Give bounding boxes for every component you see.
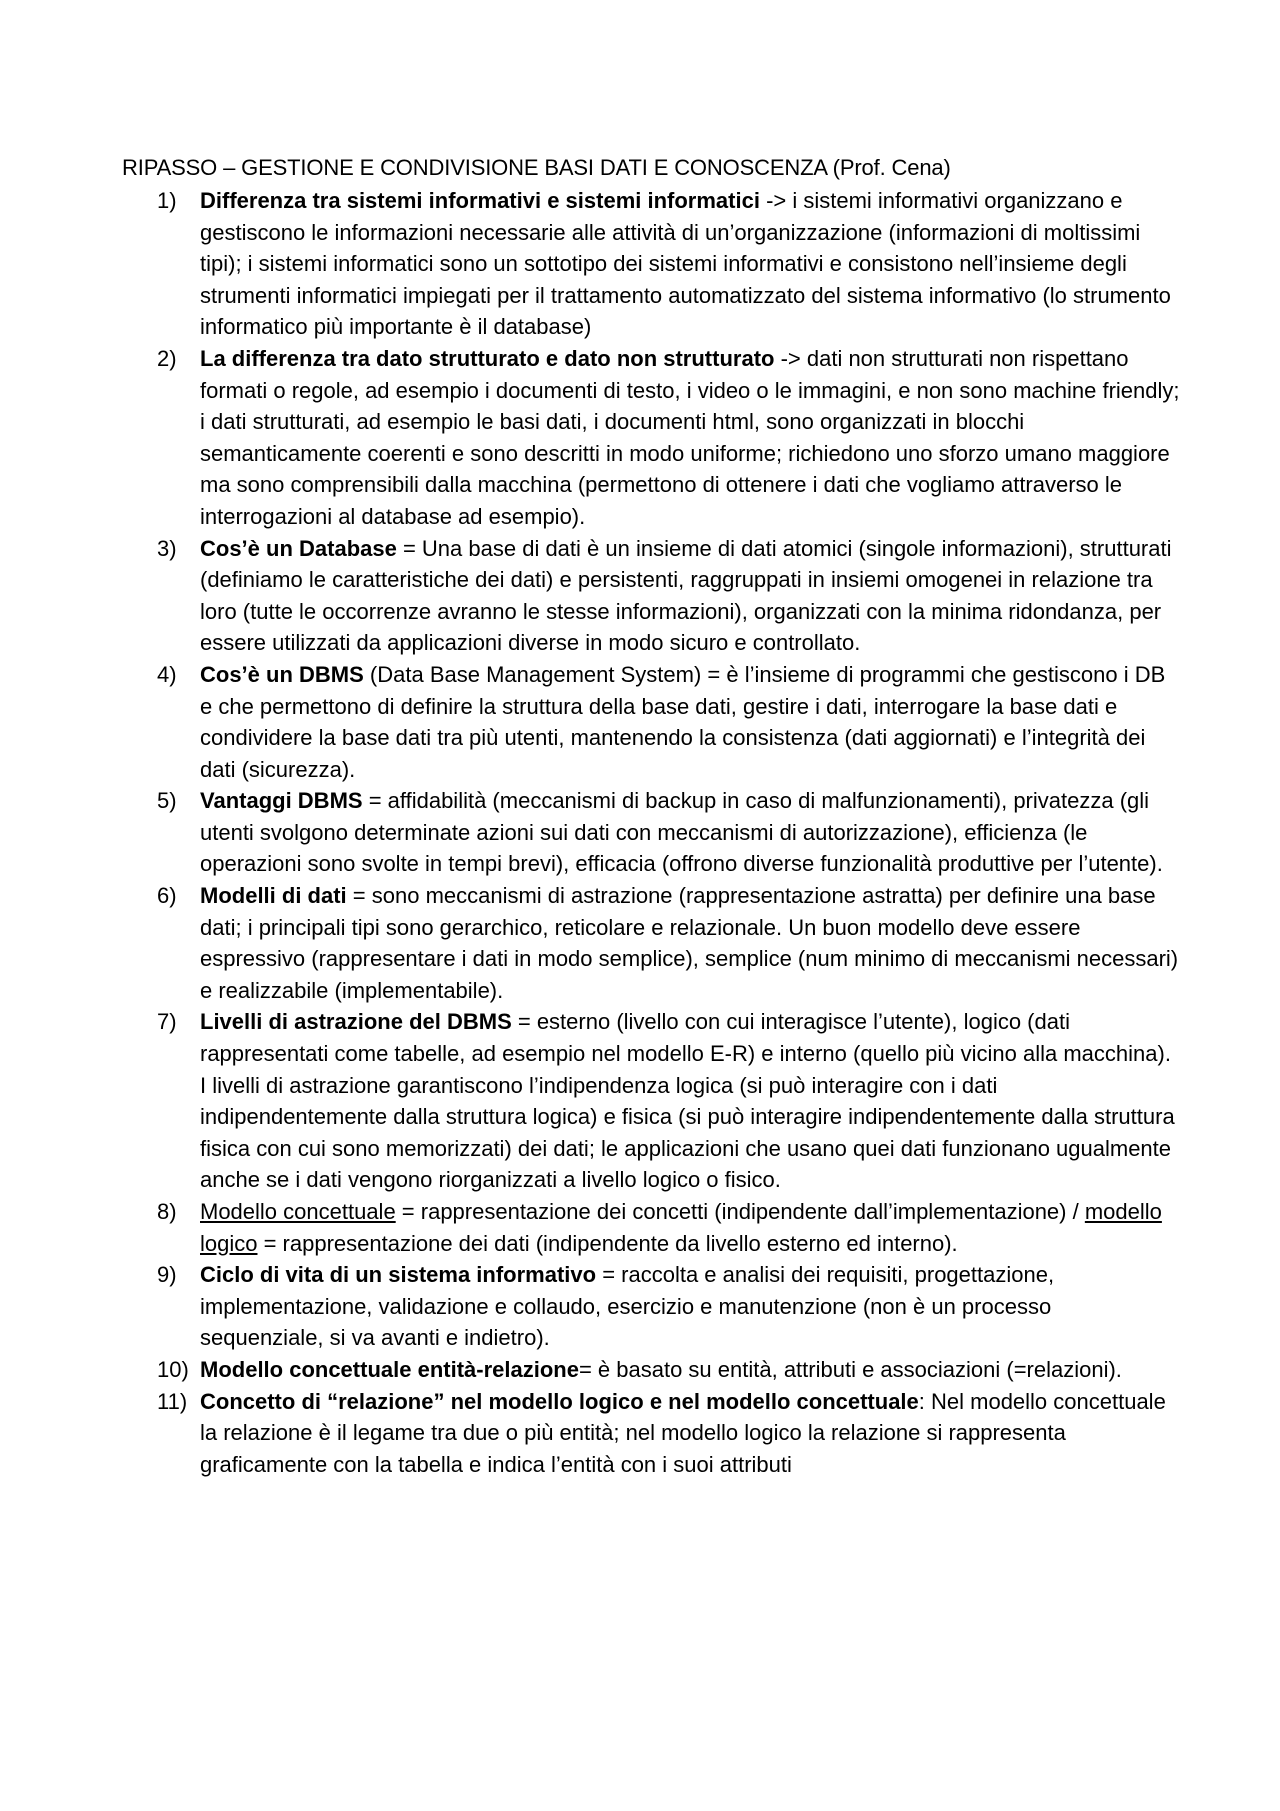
item-body <box>200 343 1180 533</box>
underlined-term: modello logico <box>200 1199 1162 1256</box>
item-text: -> i sistemi informativi organizzano e gestiscono le informazioni necessarie alle attività di un’organizzazione (informazioni di moltissimi tipi); i sistemi informatici sono un sottotipo dei sistemi informativi e consistono nell’insieme degli strumenti informatici impiegati per il trattamento automatizzato del sistema informativo (lo strumento informatico più importante è il database) <box>200 188 1171 340</box>
item-number: 6) <box>157 883 177 909</box>
list-item <box>0 533 1180 659</box>
item-number: 1) <box>157 188 177 213</box>
item-text: = Una base di dati è un insieme di dati atomici (singole informazioni), strutturati (definiamo le caratteristiche dei dati) e persistenti, raggruppati in insiemi omogenei in relazione tra loro (tutte le occorrenze avranno le stesse informazioni), organizzati con la minima ridondanza, per essere utilizzati da applicazioni diverse in modo sicuro e controllato. <box>200 535 1172 656</box>
question-list <box>0 185 1280 1480</box>
item-heading: Modello concettuale entità-relazione <box>200 1356 579 1382</box>
item-body <box>200 1006 1180 1196</box>
list-item <box>0 1196 1180 1259</box>
item-text: = è basato su entità, attributi e associazioni (=relazioni). <box>578 1356 1122 1382</box>
item-body <box>200 1354 1180 1386</box>
item-number: 9) <box>157 1262 177 1288</box>
item-number: 10) <box>157 1356 189 1382</box>
item-text: (Data Base Management System) = è l’insieme di programmi che gestiscono i DB e che permettono di definire la struttura della base dati, gestire i dati, interrogare la base dati e condividere la base dati tra più utenti, mantenendo la consistenza (dati aggiornati) e l’integrità dei dati (sicurezza). <box>200 661 1166 782</box>
list-item <box>0 1006 1180 1196</box>
item-number: 4) <box>157 661 177 687</box>
item-text: = esterno (livello con cui interagisce l’utente), logico (dati rappresentati come tabelle, ad esempio nel modello E-R) e interno (quello più vicino alla macchina). I livelli di astrazione garantiscono l’indipendenza logica (si può interagire con i dati indipendentemente dalla struttura logica) e fisica (si può interagire indipendentemente dalla struttura fisica con cui sono memorizzati) dei dati; le applicazioni che usano quei dati funzionano ugualmente anche se i dati vengono riorganizzati a livello logico o fisico. <box>200 1009 1175 1193</box>
item-heading: Differenza tra sistemi informativi e sistemi informatici <box>200 188 760 213</box>
item-text: : Nel modello concettuale la relazione è il legame tra due o più entità; nel modello logico la relazione si rappresenta graficamente con la tabella e indica l’entità con i suoi attributi <box>200 1388 1166 1477</box>
item-heading: Livelli di astrazione del DBMS <box>200 1009 512 1035</box>
item-body <box>200 1196 1180 1259</box>
list-item <box>0 785 1180 880</box>
item-text: = rappresentazione dei dati (indipendente da livello esterno ed interno). <box>257 1230 958 1256</box>
item-number: 2) <box>157 345 177 371</box>
item-body <box>200 785 1180 880</box>
item-number: 8) <box>157 1199 177 1224</box>
item-number: 5) <box>157 788 177 814</box>
item-body <box>200 659 1180 785</box>
item-text: = raccolta e analisi dei requisiti, progettazione, implementazione, validazione e collaudo, esercizio e manutenzione (non è un processo sequenziale, si va avanti e indietro). <box>200 1262 1055 1351</box>
list-item <box>0 880 1180 1006</box>
item-text: = sono meccanismi di astrazione (rappresentazione astratta) per definire una base dati; i principali tipi sono gerarchico, reticolare e relazionale. Un buon modello deve essere espressivo (rappresentare i dati in modo semplice), semplice (num minimo di meccanismi necessari) e realizzabile (implementabile). <box>200 883 1179 1003</box>
item-text: -> dati non strutturati non rispettano formati o regole, ad esempio i documenti di testo, i video o le immagini, e non sono machine friendly; i dati strutturati, ad esempio le basi dati, i documenti html, sono organizzati in blocchi semanticamente coerenti e sono descritti in modo uniforme; richiedono uno sforzo umano maggiore ma sono comprensibili dalla macchina (permettono di ottenere i dati che vogliamo attraverso le interrogazioni al database ad esempio). <box>200 345 1180 529</box>
item-heading: Modelli di dati <box>200 883 347 909</box>
item-number: 11) <box>157 1388 188 1414</box>
item-heading: Cos’è un DBMS <box>200 661 364 687</box>
item-number: 3) <box>157 535 177 561</box>
item-text: = rappresentazione dei concetti (indipendente dall’implementazione) / <box>395 1199 1085 1224</box>
item-number: 7) <box>157 1009 177 1035</box>
item-heading: Ciclo di vita di un sistema informativo <box>200 1262 597 1288</box>
document-title: RIPASSO – GESTIONE E CONDIVISIONE BASI DATI E CONOSCENZA (Prof. Cena) <box>122 155 951 180</box>
item-body <box>200 1386 1180 1481</box>
list-item <box>0 185 1180 343</box>
item-body <box>200 533 1180 659</box>
item-heading: La differenza tra dato strutturato e dato non strutturato <box>200 345 775 371</box>
item-text: = affidabilità (meccanismi di backup in caso di malfunzionamenti), privatezza (gli utenti svolgono determinate azioni sui dati con meccanismi di autorizzazione), efficienza (le operazioni sono svolte in tempi brevi), efficacia (offrono diverse funzionalità produttive per l’utente). <box>200 788 1163 877</box>
list-item <box>0 659 1180 785</box>
item-body <box>200 880 1180 1006</box>
item-heading: Concetto di “relazione” nel modello logico e nel modello concettuale <box>200 1388 919 1414</box>
list-item <box>0 1354 1180 1386</box>
list-item <box>0 1386 1180 1481</box>
list-item <box>0 1259 1180 1354</box>
item-heading: Vantaggi DBMS <box>200 788 363 814</box>
underlined-term: Modello concettuale <box>200 1199 396 1224</box>
list-item <box>0 343 1180 533</box>
item-heading: Cos’è un Database <box>200 535 397 561</box>
item-body <box>200 185 1180 343</box>
item-body <box>200 1259 1180 1354</box>
